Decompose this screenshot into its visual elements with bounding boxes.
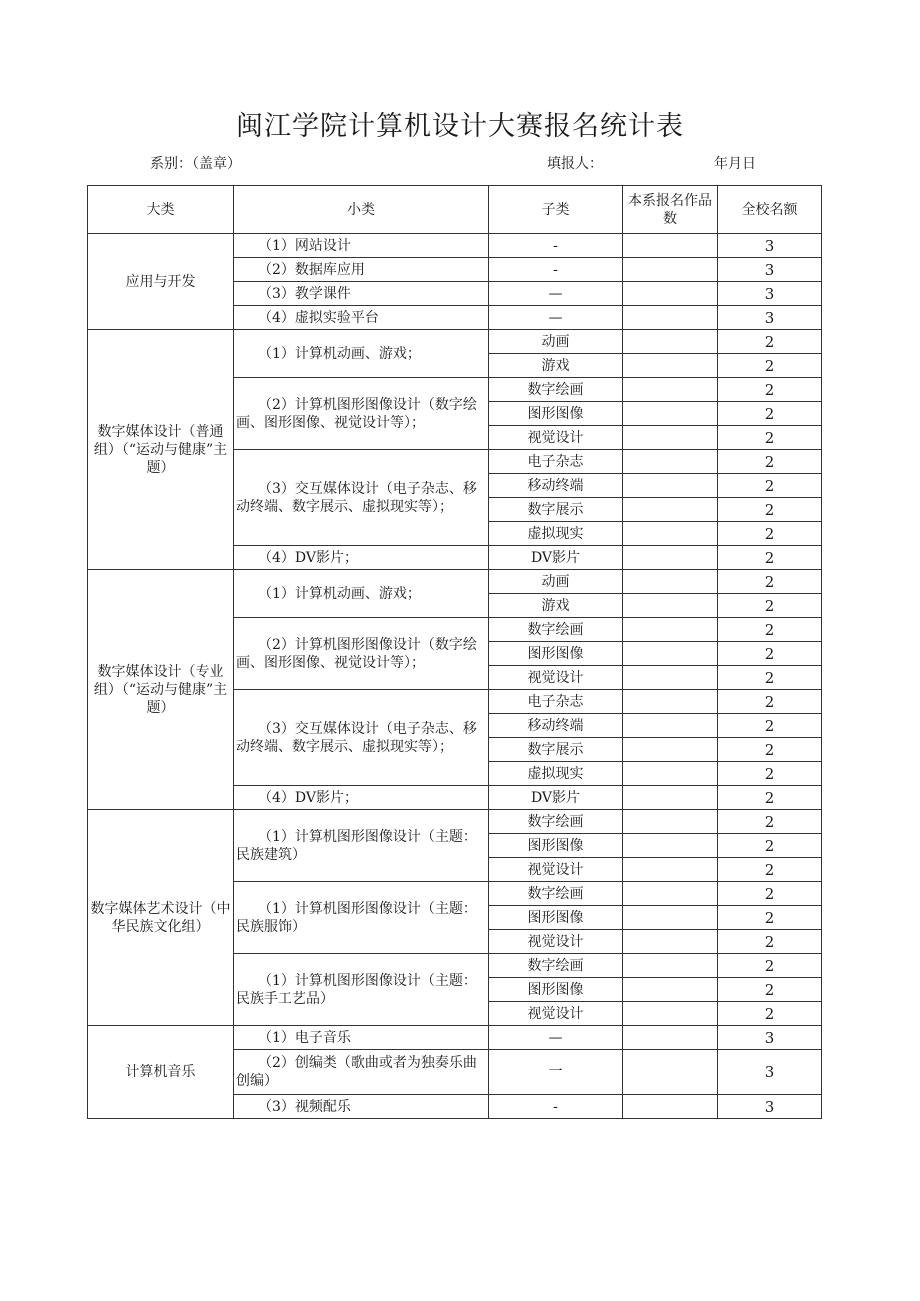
entries-input-cell[interactable] bbox=[623, 1026, 718, 1050]
subtype-cell: — bbox=[489, 282, 623, 306]
subtype-cell: 视觉设计 bbox=[489, 930, 623, 954]
header-entries: 本系报名作品数 bbox=[623, 186, 718, 234]
subcategory-cell: （2）数据库应用 bbox=[234, 258, 489, 282]
subtype-cell: 数字展示 bbox=[489, 498, 623, 522]
quota-cell: 2 bbox=[718, 354, 822, 378]
quota-cell: 2 bbox=[718, 930, 822, 954]
quota-cell: 2 bbox=[718, 810, 822, 834]
subcategory-cell: （1）计算机动画、游戏； bbox=[234, 330, 489, 378]
subcategory-cell: （4）DV影片； bbox=[234, 786, 489, 810]
subtype-cell: — bbox=[489, 306, 623, 330]
subcategory-cell: （2）创编类（歌曲或者为独奏乐曲创编） bbox=[234, 1050, 489, 1095]
entries-input-cell[interactable] bbox=[623, 834, 718, 858]
header-subcategory: 小类 bbox=[234, 186, 489, 234]
subcategory-cell: （1）电子音乐 bbox=[234, 1026, 489, 1050]
entries-input-cell[interactable] bbox=[623, 498, 718, 522]
header-category: 大类 bbox=[88, 186, 234, 234]
quota-cell: 2 bbox=[718, 498, 822, 522]
entries-input-cell[interactable] bbox=[623, 642, 718, 666]
entries-input-cell[interactable] bbox=[623, 978, 718, 1002]
header-subtype: 子类 bbox=[489, 186, 623, 234]
quota-cell: 2 bbox=[718, 474, 822, 498]
subtype-cell: 数字绘画 bbox=[489, 618, 623, 642]
category-cell: 计算机音乐 bbox=[88, 1026, 234, 1119]
entries-input-cell[interactable] bbox=[623, 570, 718, 594]
subtype-cell: 视觉设计 bbox=[489, 666, 623, 690]
quota-cell: 2 bbox=[718, 714, 822, 738]
entries-input-cell[interactable] bbox=[623, 594, 718, 618]
entries-input-cell[interactable] bbox=[623, 882, 718, 906]
category-cell: 数字媒体艺术设计（中华民族文化组） bbox=[88, 810, 234, 1026]
entries-input-cell[interactable] bbox=[623, 1002, 718, 1026]
subtype-cell: 虚拟现实 bbox=[489, 522, 623, 546]
entries-input-cell[interactable] bbox=[623, 690, 718, 714]
entries-input-cell[interactable] bbox=[623, 378, 718, 402]
quota-cell: 2 bbox=[718, 858, 822, 882]
quota-cell: 2 bbox=[718, 426, 822, 450]
subtype-cell: 虚拟现实 bbox=[489, 762, 623, 786]
entries-input-cell[interactable] bbox=[623, 234, 718, 258]
category-cell: 数字媒体设计（专业组）（“运动与健康”主题） bbox=[88, 570, 234, 810]
entries-input-cell[interactable] bbox=[623, 786, 718, 810]
subtype-cell: 电子杂志 bbox=[489, 450, 623, 474]
entries-input-cell[interactable] bbox=[623, 906, 718, 930]
subcategory-cell: （2）计算机图形图像设计（数字绘画、图形图像、视觉设计等）； bbox=[234, 378, 489, 450]
entries-input-cell[interactable] bbox=[623, 450, 718, 474]
quota-cell: 2 bbox=[718, 882, 822, 906]
entries-input-cell[interactable] bbox=[623, 1050, 718, 1095]
subcategory-cell: （3）交互媒体设计（电子杂志、移动终端、数字展示、虚拟现实等）； bbox=[234, 450, 489, 546]
date-field: 年月日 bbox=[714, 156, 756, 172]
table-row bbox=[88, 330, 822, 354]
entries-input-cell[interactable] bbox=[623, 666, 718, 690]
quota-cell: 2 bbox=[718, 738, 822, 762]
subtype-cell: 视觉设计 bbox=[489, 1002, 623, 1026]
quota-cell: 2 bbox=[718, 666, 822, 690]
subtype-cell: 游戏 bbox=[489, 354, 623, 378]
table-row bbox=[88, 234, 822, 258]
quota-cell: 3 bbox=[718, 258, 822, 282]
quota-cell: 3 bbox=[718, 1026, 822, 1050]
entries-input-cell[interactable] bbox=[623, 402, 718, 426]
quota-cell: 2 bbox=[718, 786, 822, 810]
quota-cell: 3 bbox=[718, 306, 822, 330]
entries-input-cell[interactable] bbox=[623, 306, 718, 330]
entries-input-cell[interactable] bbox=[623, 282, 718, 306]
subcategory-cell: （3）视频配乐 bbox=[234, 1095, 489, 1119]
entries-input-cell[interactable] bbox=[623, 810, 718, 834]
subcategory-cell: （4）虚拟实验平台 bbox=[234, 306, 489, 330]
quota-cell: 2 bbox=[718, 330, 822, 354]
quota-cell: 2 bbox=[718, 978, 822, 1002]
subtype-cell: 动画 bbox=[489, 570, 623, 594]
quota-cell: 2 bbox=[718, 906, 822, 930]
filler-field: 填报人： bbox=[547, 156, 603, 172]
subtype-cell: - bbox=[489, 258, 623, 282]
entries-input-cell[interactable] bbox=[623, 522, 718, 546]
quota-cell: 2 bbox=[718, 762, 822, 786]
entries-input-cell[interactable] bbox=[623, 258, 718, 282]
subtype-cell: 数字绘画 bbox=[489, 954, 623, 978]
quota-cell: 2 bbox=[718, 954, 822, 978]
subtype-cell: — bbox=[489, 1026, 623, 1050]
table-row bbox=[88, 570, 822, 594]
entries-input-cell[interactable] bbox=[623, 546, 718, 570]
subcategory-cell: （1）计算机图形图像设计（主题：民族建筑） bbox=[234, 810, 489, 882]
entries-input-cell[interactable] bbox=[623, 714, 718, 738]
entries-input-cell[interactable] bbox=[623, 762, 718, 786]
header-quota: 全校名额 bbox=[718, 186, 822, 234]
subtype-cell: 电子杂志 bbox=[489, 690, 623, 714]
subtype-cell: 视觉设计 bbox=[489, 426, 623, 450]
quota-cell: 3 bbox=[718, 1095, 822, 1119]
subcategory-cell: （2）计算机图形图像设计（数字绘画、图形图像、视觉设计等）； bbox=[234, 618, 489, 690]
subtype-cell: 移动终端 bbox=[489, 714, 623, 738]
subcategory-cell: （1）网站设计 bbox=[234, 234, 489, 258]
entries-input-cell[interactable] bbox=[623, 1095, 718, 1119]
quota-cell: 2 bbox=[718, 690, 822, 714]
subtype-cell: 数字绘画 bbox=[489, 882, 623, 906]
quota-cell: 2 bbox=[718, 522, 822, 546]
header-row bbox=[88, 186, 822, 234]
subtype-cell: - bbox=[489, 1095, 623, 1119]
page-title: 闽江学院计算机设计大赛报名统计表 bbox=[236, 111, 684, 142]
subtype-cell: 图形图像 bbox=[489, 978, 623, 1002]
quota-cell: 3 bbox=[718, 234, 822, 258]
subtype-cell: 图形图像 bbox=[489, 642, 623, 666]
quota-cell: 2 bbox=[718, 450, 822, 474]
subtype-cell: DV影片 bbox=[489, 546, 623, 570]
quota-cell: 2 bbox=[718, 570, 822, 594]
entries-input-cell[interactable] bbox=[623, 618, 718, 642]
subtype-cell: 数字绘画 bbox=[489, 378, 623, 402]
quota-cell: 2 bbox=[718, 618, 822, 642]
subcategory-cell: （3）交互媒体设计（电子杂志、移动终端、数字展示、虚拟现实等）； bbox=[234, 690, 489, 786]
subtype-cell: 图形图像 bbox=[489, 906, 623, 930]
quota-cell: 3 bbox=[718, 1050, 822, 1095]
quota-cell: 3 bbox=[718, 282, 822, 306]
entries-input-cell[interactable] bbox=[623, 858, 718, 882]
quota-cell: 2 bbox=[718, 1002, 822, 1026]
quota-cell: 2 bbox=[718, 546, 822, 570]
entries-input-cell[interactable] bbox=[623, 954, 718, 978]
subcategory-cell: （1）计算机图形图像设计（主题：民族服饰） bbox=[234, 882, 489, 954]
quota-cell: 2 bbox=[718, 834, 822, 858]
subtype-cell: 一 bbox=[489, 1050, 623, 1095]
quota-cell: 2 bbox=[718, 594, 822, 618]
table-row bbox=[88, 1026, 822, 1050]
subtype-cell: DV影片 bbox=[489, 786, 623, 810]
entries-input-cell[interactable] bbox=[623, 738, 718, 762]
subcategory-cell: （1）计算机图形图像设计（主题：民族手工艺品） bbox=[234, 954, 489, 1026]
entries-input-cell[interactable] bbox=[623, 474, 718, 498]
entries-input-cell[interactable] bbox=[623, 426, 718, 450]
entries-input-cell[interactable] bbox=[623, 354, 718, 378]
quota-cell: 2 bbox=[718, 642, 822, 666]
subtype-cell: - bbox=[489, 234, 623, 258]
table-row bbox=[88, 810, 822, 834]
subtype-cell: 数字展示 bbox=[489, 738, 623, 762]
category-cell: 数字媒体设计（普通组）（“运动与健康”主题） bbox=[88, 330, 234, 570]
subtype-cell: 图形图像 bbox=[489, 402, 623, 426]
subtype-cell: 视觉设计 bbox=[489, 858, 623, 882]
category-cell: 应用与开发 bbox=[88, 234, 234, 330]
subtype-cell: 动画 bbox=[489, 330, 623, 354]
entries-input-cell[interactable] bbox=[623, 330, 718, 354]
subcategory-cell: （1）计算机动画、游戏； bbox=[234, 570, 489, 618]
subtype-cell: 数字绘画 bbox=[489, 810, 623, 834]
department-field: 系别：（盖章） bbox=[150, 156, 241, 172]
subtype-cell: 游戏 bbox=[489, 594, 623, 618]
entries-input-cell[interactable] bbox=[623, 930, 718, 954]
quota-cell: 2 bbox=[718, 378, 822, 402]
subcategory-cell: （4）DV影片； bbox=[234, 546, 489, 570]
subcategory-cell: （3）教学课件 bbox=[234, 282, 489, 306]
registration-table bbox=[87, 185, 822, 1119]
subtype-cell: 移动终端 bbox=[489, 474, 623, 498]
quota-cell: 2 bbox=[718, 402, 822, 426]
subtype-cell: 图形图像 bbox=[489, 834, 623, 858]
